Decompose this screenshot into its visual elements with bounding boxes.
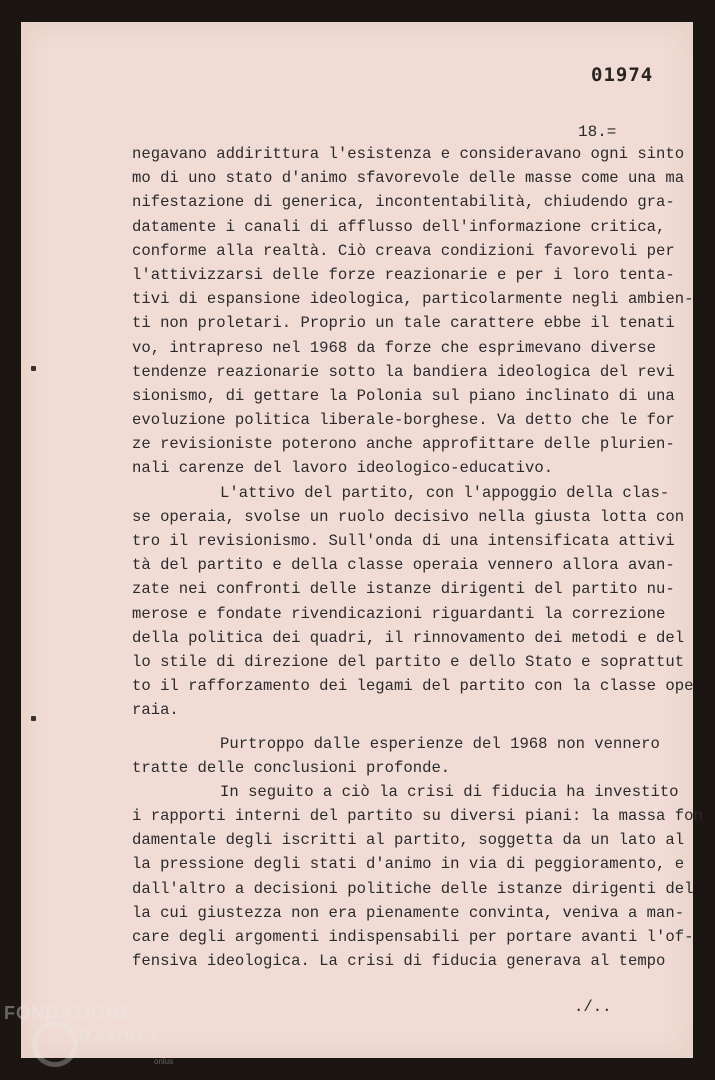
text-line: In seguito a ciò la crisi di fiducia ha investito — [220, 782, 679, 801]
text-line: vo, intrapreso nel 1968 da forze che esprimevano diverse — [132, 338, 657, 357]
text-line: tro il revisionismo. Sull'onda di una intensificata attivi — [132, 532, 675, 550]
text-line: merose e fondate rivendicazioni riguardanti la correzione — [132, 604, 666, 623]
text-line: fensiva ideologica. La crisi di fiducia generava al tempo — [132, 952, 666, 971]
watermark-subtitle: RAMSCI — [79, 1027, 159, 1046]
text-line: evoluzione politica liberale-borghese. Va detto che le for — [132, 411, 675, 430]
fondazione-gramsci-watermark — [4, 999, 184, 1075]
archive-number: 01974 — [591, 64, 654, 86]
text-line: conforme alla realtà. Ciò creava condizioni favorevoli per — [132, 241, 675, 260]
text-line: ze revisioniste poterono anche approfittare delle plurien- — [132, 435, 675, 454]
punch-hole-mark — [31, 716, 36, 721]
text-line: nali carenze del lavoro ideologico-educativo. — [132, 459, 554, 478]
paragraph-gap — [132, 723, 692, 732]
text-line: nifestazione di generica, incontentabilità, chiudendo gra- — [132, 193, 675, 212]
text-line: l'attivizzarsi delle forze reazionarie e per i loro tenta- — [132, 265, 675, 284]
watermark-g-logo — [32, 1021, 78, 1067]
watermark-title: FONDAZIONE — [4, 1003, 133, 1023]
page-number: 18.= — [578, 123, 617, 141]
text-line: raia. — [132, 701, 179, 720]
text-line: to il rafforzamento dei legami del partito con la classe ope — [132, 677, 694, 696]
text-line: Purtroppo dalle esperienze del 1968 non vennero — [220, 734, 660, 753]
text-line: tendenze reazionarie sotto la bandiera ideologica del revi — [132, 362, 675, 381]
text-line: L'attivo del partito, con l'appoggio della clas- — [220, 483, 670, 502]
text-line: damentale degli iscritti al partito, soggetta da un lato al — [132, 831, 685, 850]
typewritten-sheet — [21, 22, 703, 1058]
watermark-small-text: onlus — [154, 1057, 174, 1066]
continuation-mark: ./.. — [574, 998, 612, 1016]
text-line: lo stile di direzione del partito e dello Stato e soprattut — [132, 652, 685, 671]
text-line: sionismo, di gettare la Polonia sul piano inclinato di una — [132, 386, 675, 405]
text-line: negavano addirittura l'esistenza e consideravano ogni sinto — [132, 145, 685, 163]
text-line: se operaia, svolse un ruolo decisivo nella giusta lotta con — [132, 507, 685, 526]
punch-hole-mark — [31, 366, 36, 371]
text-line: i rapporti interni del partito su diversi piani: la massa fon — [132, 807, 703, 826]
text-line: zate nei confronti delle istanze dirigenti del partito nu- — [132, 580, 675, 599]
text-line: ti non proletari. Proprio un tale carattere ebbe il tenati — [132, 314, 675, 333]
text-line: datamente i canali di afflusso dell'informazione critica, — [132, 217, 666, 236]
document-body — [132, 142, 703, 973]
text-line: tivi di espansione ideologica, particolarmente negli ambien- — [132, 290, 694, 309]
text-line: tà del partito e della classe operaia vennero allora avan- — [132, 556, 675, 575]
text-line: tratte delle conclusioni profonde. — [132, 758, 451, 777]
text-line: mo di uno stato d'animo sfavorevole delle masse come una ma — [132, 169, 685, 188]
text-line: care degli argomenti indispensabili per portare avanti l'of- — [132, 928, 694, 946]
text-line: la cui giustezza non era pienamente convinta, veniva a man- — [132, 903, 685, 922]
text-line: la pressione degli stati d'animo in via di peggioramento, e — [132, 855, 685, 874]
text-line: dall'altro a decisioni politiche delle istanze dirigenti del — [132, 879, 694, 898]
text-line: della politica dei quadri, il rinnovamento dei metodi e del — [132, 628, 685, 647]
